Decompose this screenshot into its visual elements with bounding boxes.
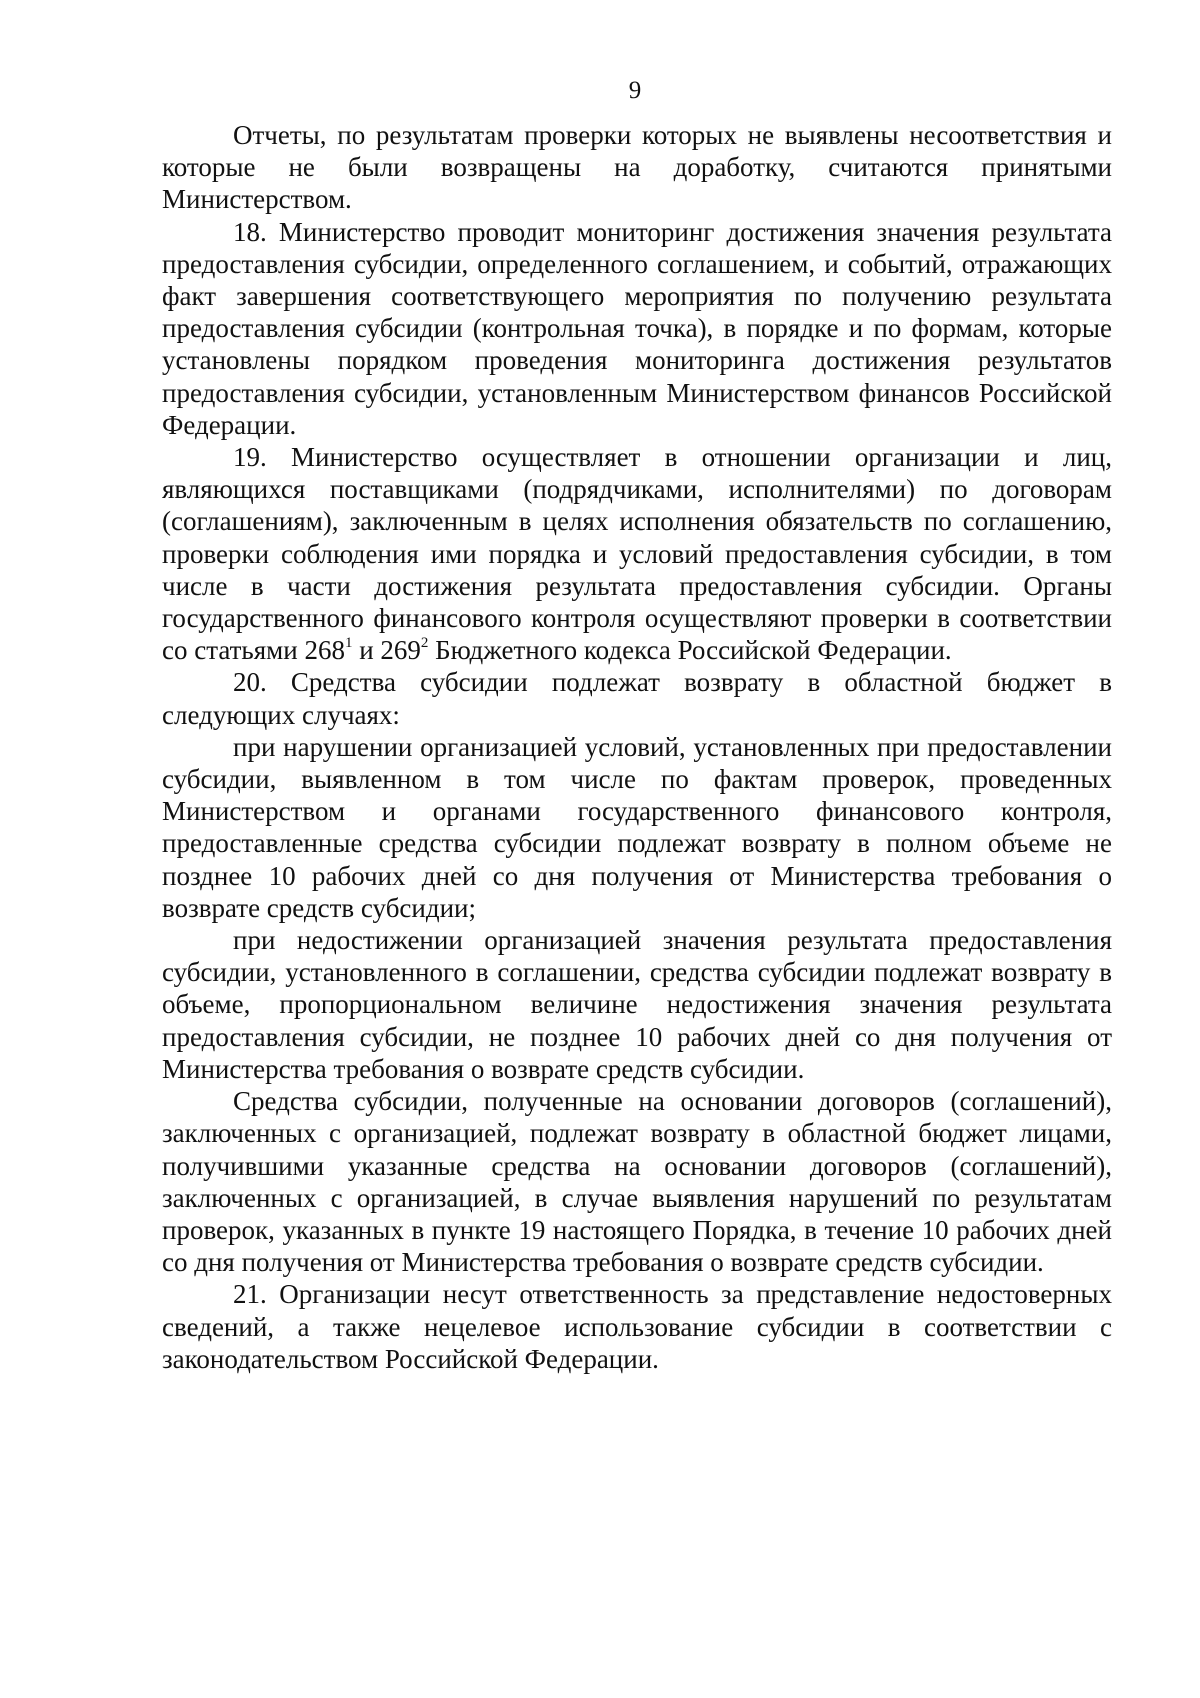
- paragraph-20-refund-cases: 20. Средства субсидии подлежат возврату в областной бюджет в следующих случаях:: [162, 667, 1112, 730]
- article-269-superscript: 2: [420, 635, 429, 652]
- paragraph-19-text-part3: Бюджетного кодекса Российской Федерации.: [428, 635, 952, 666]
- article-268-superscript: 1: [344, 635, 353, 652]
- paragraph-19-inspections: [162, 441, 1112, 666]
- paragraph-reports-accepted: Отчеты, по результатам проверки которых не выявлены несоответствия и которые не были возвращены на доработку, считаются принятыми Министерством.: [162, 120, 1112, 215]
- paragraph-refund-violation: при нарушении организацией условий, установленных при предоставлении субсидии, выявленном в том числе по фактам проверок, проведенных Министерством и органами государственного финансового контроля, предоставленные средства субсидии подлежат возврату в полном объеме не позднее 10 рабочих дней со дня получения от Министерства требования о возврате средств субсидии;: [162, 731, 1112, 923]
- paragraph-19-text-part2: и 269: [352, 635, 421, 666]
- paragraph-refund-contractors: Средства субсидии, полученные на основании договоров (соглашений), заключенных с организацией, подлежат возврату в областной бюджет лицами, получившими указанные средства на основании договоров (соглашений), заключенных с организацией, в случае выявления нарушений по результатам проверок, указанных в пункте 19 настоящего Порядка, в течение 10 рабочих дней со дня получения от Министерства требования о возврате средств субсидии.: [162, 1086, 1112, 1278]
- paragraph-19-text-part1: 19. Министерство осуществляет в отношении организации и лиц, являющихся поставщиками (подрядчиками, исполнителями) по договорам (соглашениям), заключенным в целях исполнения обязательств по соглашению, проверки соблюдения ими порядка и условий предоставления субсидии, в том числе в части достижения результата предоставления субсидии. Органы государственного финансового контроля осуществляют проверки в соответствии со статьями 268: [162, 442, 1112, 666]
- document-body: [162, 119, 1112, 1375]
- paragraph-refund-non-achievement: при недостижении организацией значения результата предоставления субсидии, установленного в соглашении, средства субсидии подлежат возврату в объеме, пропорциональном величине недостижения значения результата предоставления субсидии, не позднее 10 рабочих дней со дня получения от Министерства требования о возврате средств субсидии.: [162, 925, 1112, 1084]
- paragraph-18-monitoring: 18. Министерство проводит мониторинг достижения значения результата предоставления субсидии, определенного соглашением, и событий, отражающих факт завершения соответствующего мероприятия по получению результата предоставления субсидии (контрольная точка), в порядке и по формам, которые установлены порядком проведения мониторинга достижения результатов предоставления субсидии, установленным Министерством финансов Российской Федерации.: [162, 216, 1112, 440]
- page-number: 9: [628, 77, 642, 104]
- paragraph-21-responsibility: 21. Организации несут ответственность за представление недостоверных сведений, а также нецелевое использование субсидии в соответствии с законодательством Российской Федерации.: [162, 1279, 1112, 1374]
